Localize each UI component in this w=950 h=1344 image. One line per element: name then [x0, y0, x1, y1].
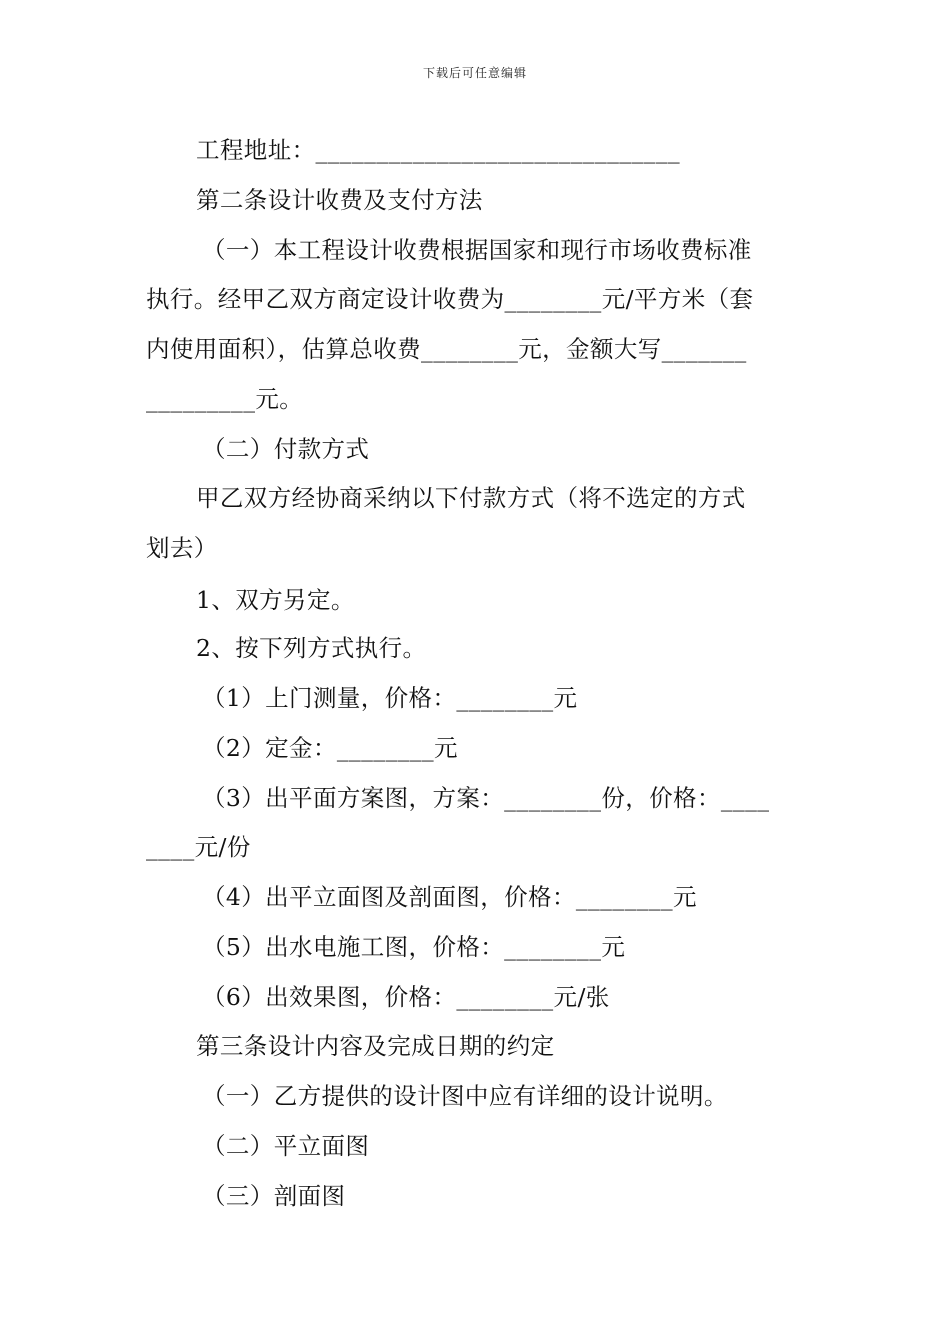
- fee-paragraph-line-2: 执行。经甲乙双方商定设计收费为________元/平方米（套: [146, 285, 754, 313]
- payment-paragraph-line-1: 甲乙双方经协商采纳以下付款方式（将不选定的方式: [196, 484, 746, 512]
- project-address-line: 工程地址：______________________________: [196, 136, 680, 164]
- payment-method-heading: （二）付款方式: [202, 435, 370, 463]
- item-5-utilities-line: （5）出水电施工图，价格：________元: [202, 933, 626, 961]
- item-4-elevation-line: （4）出平立面图及剖面图，价格：________元: [202, 883, 697, 911]
- item-6-rendering-line: （6）出效果图，价格：________元/张: [202, 983, 610, 1011]
- article-2-heading: 第二条设计收费及支付方法: [196, 186, 483, 214]
- content-item-3-line: （三）剖面图: [202, 1182, 346, 1210]
- item-3-plan-line-1: （3）出平面方案图，方案：________份，价格：____: [202, 784, 770, 812]
- fee-paragraph-line-4: _________元。: [146, 385, 304, 413]
- fee-paragraph-line-3: 内使用面积），估算总收费________元，金额大写_______: [146, 335, 747, 363]
- option-2-line: 2、按下列方式执行。: [196, 634, 427, 662]
- item-1-survey-line: （1）上门测量，价格：________元: [202, 684, 578, 712]
- payment-paragraph-line-2: 划去）: [146, 534, 218, 562]
- fee-paragraph-line-1: （一）本工程设计收费根据国家和现行市场收费标准: [202, 236, 752, 264]
- item-2-deposit-line: （2）定金：________元: [202, 734, 458, 762]
- content-item-1-line: （一）乙方提供的设计图中应有详细的设计说明。: [202, 1082, 728, 1110]
- option-1-line: 1、双方另定。: [196, 586, 355, 614]
- article-3-heading: 第三条设计内容及完成日期的约定: [196, 1032, 555, 1060]
- page-header: 下载后可任意编辑: [422, 66, 527, 80]
- item-3-plan-line-2: ____元/份: [146, 833, 251, 861]
- content-item-2-line: （二）平立面图: [202, 1132, 370, 1160]
